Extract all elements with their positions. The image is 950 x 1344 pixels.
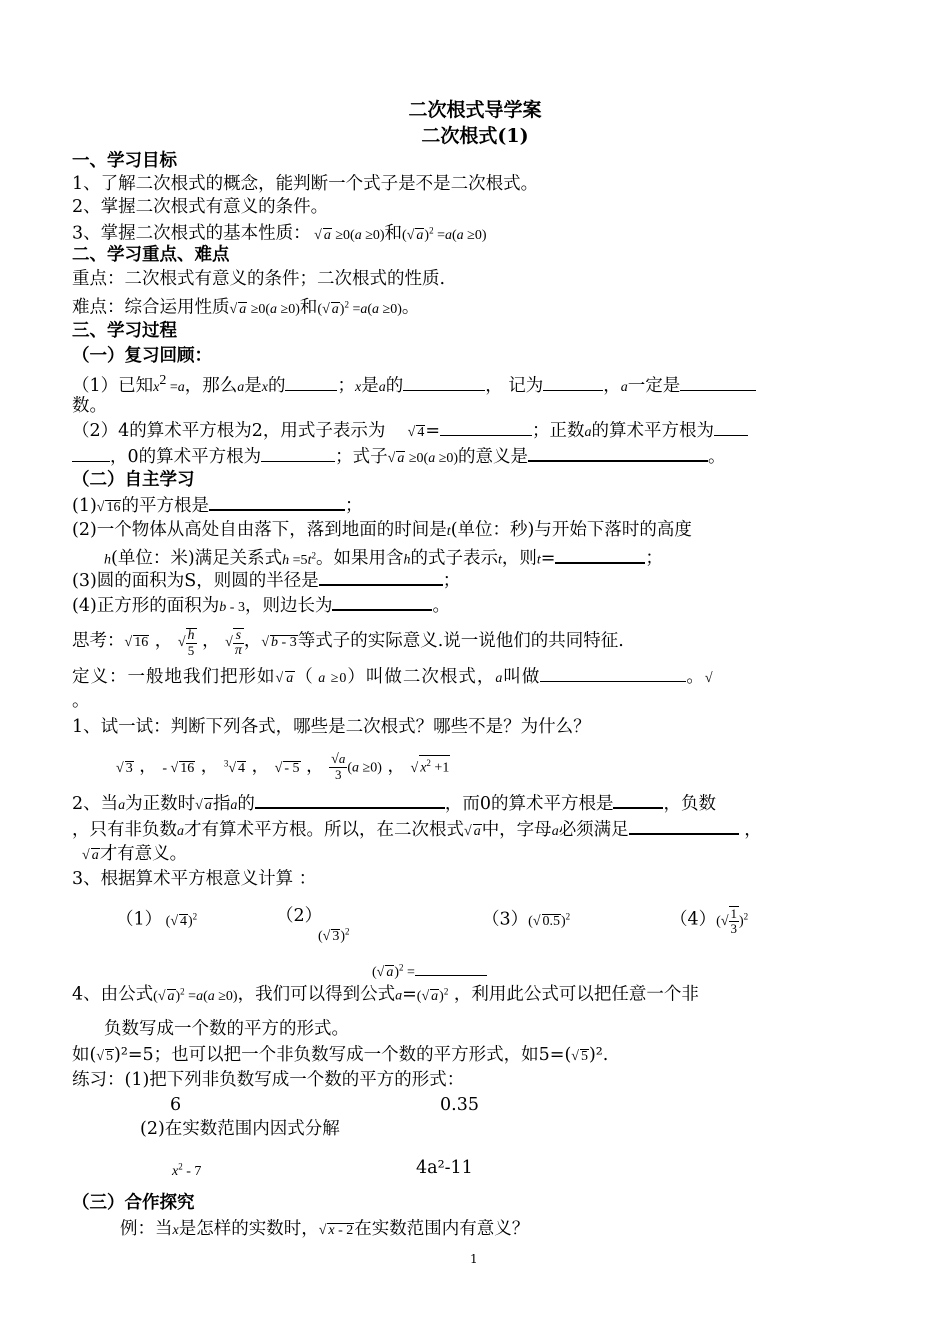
try-2-tail: √ a才有意义。 — [82, 844, 188, 864]
page-number: 1 — [470, 1252, 478, 1266]
self-q2: (2)一个物体从高处自由落下，落到地面的时间是t(单位：秒)与开始下落时的高度 — [72, 520, 692, 540]
try-2-cont: ，只有非负数a才有算术平方根。所以，在二次根式√ a中，字母a必须满足 ， — [72, 820, 762, 840]
calc-1: （1） (√ 4)$^2$ — [116, 909, 198, 930]
subheading-self-study: （二）自主学习 — [72, 470, 195, 490]
factor-expr-2: 4a²-11 — [416, 1158, 473, 1178]
review-q2: （2）4的算术平方根为2，用式子表示为 √ 4= ；正数a的算术平方根为 — [72, 420, 748, 444]
cooperation-example: 例：当x是怎样的实数时，√ x - 2在实数范围内有意义？ — [120, 1219, 530, 1239]
doc-subtitle: 二次根式(1) — [421, 125, 529, 147]
key-point: 重点：二次根式有意义的条件；二次根式的性质. — [72, 269, 446, 289]
try-2: 2、当a为正数时√ a指a的 ，而0的算术平方根是 ，负数 — [72, 794, 716, 814]
try-3: 3、根据算术平方根意义计算 ： — [72, 869, 317, 889]
section-heading-goals: 一、学习目标 — [72, 151, 177, 171]
difficulty: 难点：综合运用性质√ a ≥0(a ≥0)和(√ a)$^2$ =a(a ≥0)。 — [72, 297, 420, 318]
self-q4: (4)正方形的面积为b - 3，则边长为 。 — [72, 596, 450, 616]
review-q1-tail: 数。 — [72, 396, 107, 416]
formula-blank: (√ a)$^2$ = — [372, 956, 487, 984]
practice-1: 练习：(1)把下列非负数写成一个数的平方的形式： — [72, 1070, 465, 1090]
goal-1: 1、了解二次根式的概念，能判断一个式子是不是二次根式。 — [72, 174, 539, 194]
example-sqrt5: 如(√ 5)²=5；也可以把一个非负数写成一个数的平方形式，如5=(√ 5)². — [72, 1045, 609, 1065]
section-heading-process: 三、学习过程 — [72, 321, 177, 341]
self-q1: (1)√ 16的平方根是 ； — [72, 496, 363, 516]
practice-number-035: 0.35 — [440, 1095, 479, 1115]
goal-2: 2、掌握二次根式有意义的条件。 — [72, 197, 329, 217]
definition-tail: 。 — [72, 691, 90, 711]
calc-2-expr: (√ 3)$^2$ — [318, 926, 350, 944]
subheading-cooperation: （三）合作探究 — [72, 1193, 195, 1213]
subheading-review: （一）复习回顾： — [72, 346, 212, 366]
calc-2-label: （2） — [276, 906, 323, 926]
try-4-cont: 负数写成一个数的平方的形式。 — [104, 1019, 349, 1039]
calc-3: （3）(√ 0.5)$^2$ — [482, 909, 571, 930]
doc-title: 二次根式导学案 — [408, 99, 542, 121]
self-q3: (3)圆的面积为S，则圆的半径是 ； — [72, 571, 461, 591]
section-heading-keypoints: 二、学习重点、难点 — [72, 245, 230, 265]
goal-3: 3、掌握二次根式的基本性质： √ a ≥0(a ≥0)和(√ a)$^2$ =a(a ≥0) — [72, 223, 487, 244]
self-q2-cont: h(单位：米)满足关系式$h =5t^2$。如果用含h的式子表示t，则t= ； — [104, 548, 663, 569]
try-4: 4、由公式(√ a)$^2$ =a(a ≥0)，我们可以得到公式a=(√ a)$^2$ ，利用此公式可以把任意一个非 — [72, 984, 699, 1005]
try-expressions: √ 3 ， - √ 16 ， $^3$√ 4 ， √ - 5 ， $\frac{√a}{3}$ (a ≥0) ， √ $x^2 +1$ — [116, 751, 450, 783]
review-q1: （1）已知$x^2 =a$，那么a是x的 ；x是a的 ， 记为 ，a一定是 — [72, 370, 756, 399]
definition: 定义：一般地我们把形如√ a（ a ≥0）叫做二次根式，a叫做 。√ — [72, 667, 714, 687]
practice-number-6: 6 — [170, 1095, 182, 1115]
calc-4: （4）(√ $\frac{1}{3}$ )$^2$ — [670, 906, 749, 937]
practice-2: (2)在实数范围内因式分解 — [140, 1119, 340, 1139]
factor-expr-1: $x^2 - 7$ — [172, 1161, 202, 1179]
try-question: 1、试一试：判断下列各式，哪些是二次根式？哪些不是？为什么？ — [72, 717, 591, 737]
think: 思考：√ 16 ， √ $\frac{h}{5}$ ， √ $\frac{s}{\pi}$ ，√ b - 3等式子的实际意义.说一说他们的共同特征. — [72, 628, 624, 658]
review-q2-cont: ，0的算术平方根为 ；式子√ a ≥0(a ≥0)的意义是 。 — [72, 445, 726, 470]
